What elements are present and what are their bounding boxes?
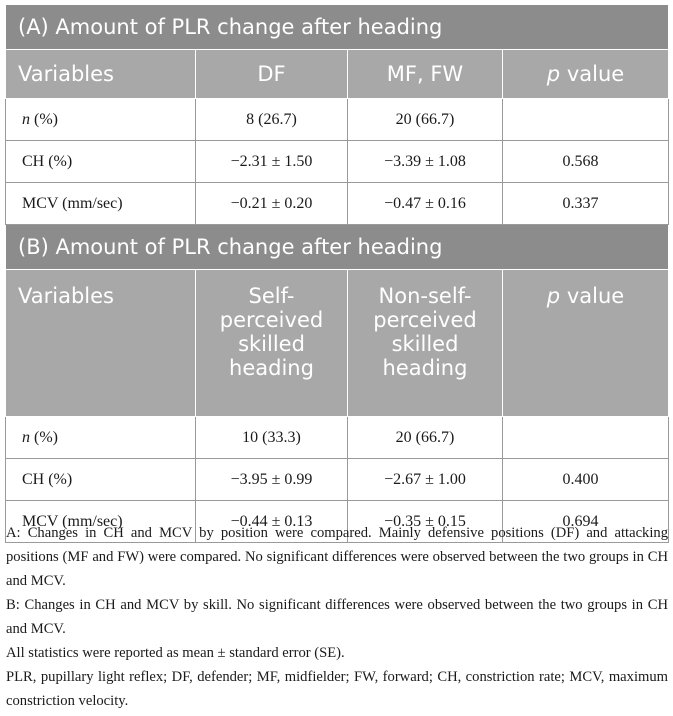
value-word: value xyxy=(566,62,625,86)
table-row xyxy=(6,417,669,459)
table-footnotes xyxy=(6,521,668,713)
cell-non-self: 20 (66.7) xyxy=(348,417,503,459)
cell-non-self: −0.35 ± 0.15 xyxy=(348,501,503,543)
footnote-abbreviations: PLR, pupillary light reflex; DF, defender; MF, midfielder; FW, forward; CH, constriction rate; MCV, maximum constriction velocity. xyxy=(6,669,668,709)
header-self-perceived: Self- perceived skilled heading xyxy=(196,270,348,417)
cell-p: 0.568 xyxy=(503,141,669,183)
table-row xyxy=(6,141,669,183)
row-label: CH (%) xyxy=(6,459,196,501)
cell-mf-fw: −3.39 ± 1.08 xyxy=(348,141,503,183)
row-label: CH (%) xyxy=(6,141,196,183)
header-p-value xyxy=(503,50,669,99)
cell-self: 10 (33.3) xyxy=(196,417,348,459)
cell-p: 0.337 xyxy=(503,183,669,225)
footnote-b: B: Changes in CH and MCV by skill. No significant differences were observed between the two groups in CH and MCV. xyxy=(6,597,668,637)
results-table xyxy=(5,4,669,543)
section-b-title: (B) Amount of PLR change after heading xyxy=(6,225,669,270)
section-a-header-row xyxy=(6,50,669,99)
header-variables: Variables xyxy=(6,270,196,417)
section-b-header-row xyxy=(6,270,669,417)
cell-p: 0.694 xyxy=(503,501,669,543)
header-p-value xyxy=(503,270,669,417)
cell-df: −2.31 ± 1.50 xyxy=(196,141,348,183)
footnote-statistics: All statistics were reported as mean ± standard error (SE). xyxy=(6,645,345,661)
cell-df: 8 (26.7) xyxy=(196,99,348,141)
p-letter: p xyxy=(546,62,561,86)
row-label: MCV (mm/sec) xyxy=(6,183,196,225)
header-mf-fw: MF, FW xyxy=(348,50,503,99)
cell-p xyxy=(503,417,669,459)
row-label: n (%) xyxy=(6,417,196,459)
header-df: DF xyxy=(196,50,348,99)
cell-self: −3.95 ± 0.99 xyxy=(196,459,348,501)
header-non-self-perceived: Non-self- perceived skilled heading xyxy=(348,270,503,417)
cell-self: −0.44 ± 0.13 xyxy=(196,501,348,543)
header-variables: Variables xyxy=(6,50,196,99)
p-letter: p xyxy=(546,284,561,308)
row-label: MCV (mm/sec) xyxy=(6,501,196,543)
cell-mf-fw: −0.47 ± 0.16 xyxy=(348,183,503,225)
cell-p xyxy=(503,99,669,141)
table-row xyxy=(6,99,669,141)
cell-df: −0.21 ± 0.20 xyxy=(196,183,348,225)
section-a-title: (A) Amount of PLR change after heading xyxy=(6,5,669,50)
footnote-a: A: Changes in CH and MCV by position were compared. Mainly defensive positions (DF) and attacking positions (MF and FW) were compared. No significant differences were observed between the two groups in CH and MCV. xyxy=(6,525,668,589)
value-word: value xyxy=(566,284,625,308)
cell-mf-fw: 20 (66.7) xyxy=(348,99,503,141)
cell-p: 0.400 xyxy=(503,459,669,501)
cell-non-self: −2.67 ± 1.00 xyxy=(348,459,503,501)
table-row xyxy=(6,183,669,225)
row-label: n (%) xyxy=(6,99,196,141)
table-row xyxy=(6,459,669,501)
